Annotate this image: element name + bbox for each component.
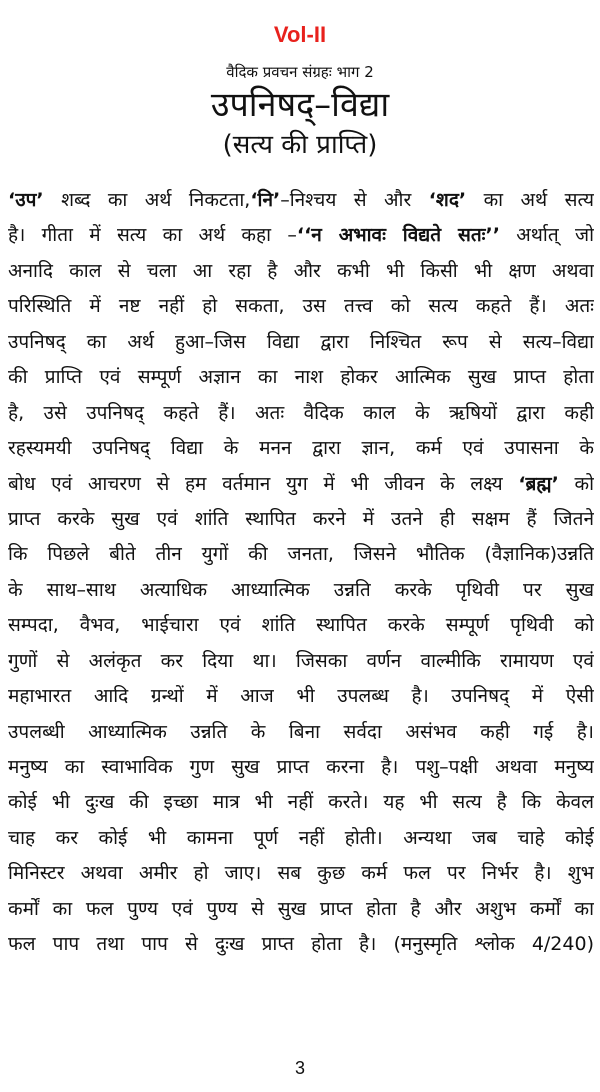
text-line — [8, 289, 594, 324]
text-segment: है। गीता में सत्य का अर्थ कहा – — [8, 224, 297, 247]
text-segment: है, उसे उपनिषद् कहते हैं। अतः वैदिक काल के ऋषियों द्वारा कही — [8, 401, 594, 424]
text-line — [8, 750, 594, 785]
text-segment: उपनिषद् का अर्थ हुआ–जिस विद्या द्वारा निश्चित रूप से सत्य–विद्या — [8, 330, 594, 353]
text-line — [8, 467, 594, 502]
text-segment: कोई भी दुःख की इच्छा मात्र भी नहीं करते। यह भी सत्य है कि केवल — [8, 791, 594, 814]
text-line — [8, 892, 594, 927]
text-line — [8, 573, 594, 608]
text-line — [8, 254, 594, 289]
text-segment: रहस्यमयी उपनिषद् विद्या के मनन द्वारा ज्ञान, कर्म एवं उपासना के — [8, 437, 594, 460]
text-line — [8, 927, 594, 962]
text-segment: प्राप्त करके सुख एवं शांति स्थापित करने में उतने ही सक्षम हैं जितने — [8, 507, 594, 530]
text-line — [8, 360, 594, 395]
text-segment: सम्पदा, वैभव, भाईचारा एवं शांति स्थापित करके सम्पूर्ण पृथिवी को — [8, 614, 594, 637]
text-line — [8, 537, 594, 572]
text-line — [8, 785, 594, 820]
text-segment: कि पिछले बीते तीन युगों की जनता, जिसने भौतिक (वैज्ञानिक)उन्नति — [8, 543, 594, 566]
text-line — [8, 325, 594, 360]
text-segment: चाह कर कोई भी कामना पूर्ण नहीं होती। अन्यथा जब चाहे कोई — [8, 826, 594, 849]
text-line — [8, 856, 594, 891]
text-segment: उपलब्धी आध्यात्मिक उन्नति के बिना सर्वदा असंभव कही गई है। — [8, 720, 594, 743]
bold-term: ‘नि’ — [250, 189, 281, 211]
bold-term: ‘ब्रह्म’ — [518, 472, 559, 495]
text-line — [8, 644, 594, 679]
text-line — [8, 821, 594, 856]
page-subtitle: (सत्य की प्राप्ति) — [222, 130, 378, 160]
text-segment: शब्द का अर्थ निकटता, — [43, 189, 251, 211]
text-line — [8, 679, 594, 714]
text-segment: गुणों से अलंकृत कर दिया था। जिसका वर्णन वाल्मीकि रामायण एवं — [8, 649, 594, 672]
text-line — [8, 218, 594, 253]
text-segment: बोध एवं आचरण से हम वर्तमान युग में भी जीवन के लक्ष्य — [8, 472, 519, 495]
text-segment: मिनिस्टर अथवा अमीर हो जाए। सब कुछ कर्म फल पर निर्भर है। शुभ — [8, 862, 594, 885]
text-line — [8, 502, 594, 537]
series-title: वैदिक प्रवचन संग्रहः भाग 2 — [226, 63, 374, 81]
page-title: उपनिषद्–विद्या — [210, 85, 390, 125]
text-segment: मनुष्य का स्वाभाविक गुण सुख प्राप्त करना है। पशु–पक्षी अथवा मनुष्य — [8, 756, 594, 778]
text-segment: परिस्थिति में नष्ट नहीं हो सकता, उस तत्त्व को सत्य कहते हैं। अतः — [8, 295, 594, 318]
text-line — [8, 396, 594, 431]
text-line — [8, 715, 594, 750]
text-line — [8, 608, 594, 643]
bold-term: ‘‘न अभावः विद्यते सतः’’ — [296, 224, 500, 247]
text-line — [8, 431, 594, 466]
volume-label: Vol-II — [273, 22, 327, 47]
text-segment: अनादि काल से चला आ रहा है और कभी भी किसी भी क्षण अथवा — [8, 259, 594, 282]
text-segment: महाभारत आदि ग्रन्थों में आज भी उपलब्ध है। उपनिषद् में ऐसी — [8, 685, 594, 708]
text-segment: की प्राप्ति एवं सम्पूर्ण अज्ञान का नाश होकर आत्मिक सुख प्राप्त होता — [8, 366, 594, 389]
text-line — [8, 183, 594, 218]
text-segment: फल पाप तथा पाप से दुःख प्राप्त होता है। (मनुस्मृति श्लोक 4/240) — [8, 933, 594, 956]
text-segment: के साथ–साथ अत्याधिक आध्यात्मिक उन्नति करके पृथिवी पर सुख — [8, 578, 594, 601]
text-segment: का अर्थ सत्य — [466, 189, 594, 211]
bold-term: ‘शद’ — [428, 189, 467, 211]
bold-term: ‘उप’ — [8, 189, 44, 211]
text-segment: को — [558, 472, 594, 495]
text-segment: –निश्चय से और — [280, 189, 429, 211]
body-text — [8, 183, 594, 963]
text-segment: अर्थात् जो — [499, 224, 594, 247]
text-segment: कर्मों का फल पुण्य एवं पुण्य से सुख प्राप्त होता है और अशुभ कर्मों का — [8, 897, 594, 920]
page-number: 3 — [294, 1058, 305, 1078]
